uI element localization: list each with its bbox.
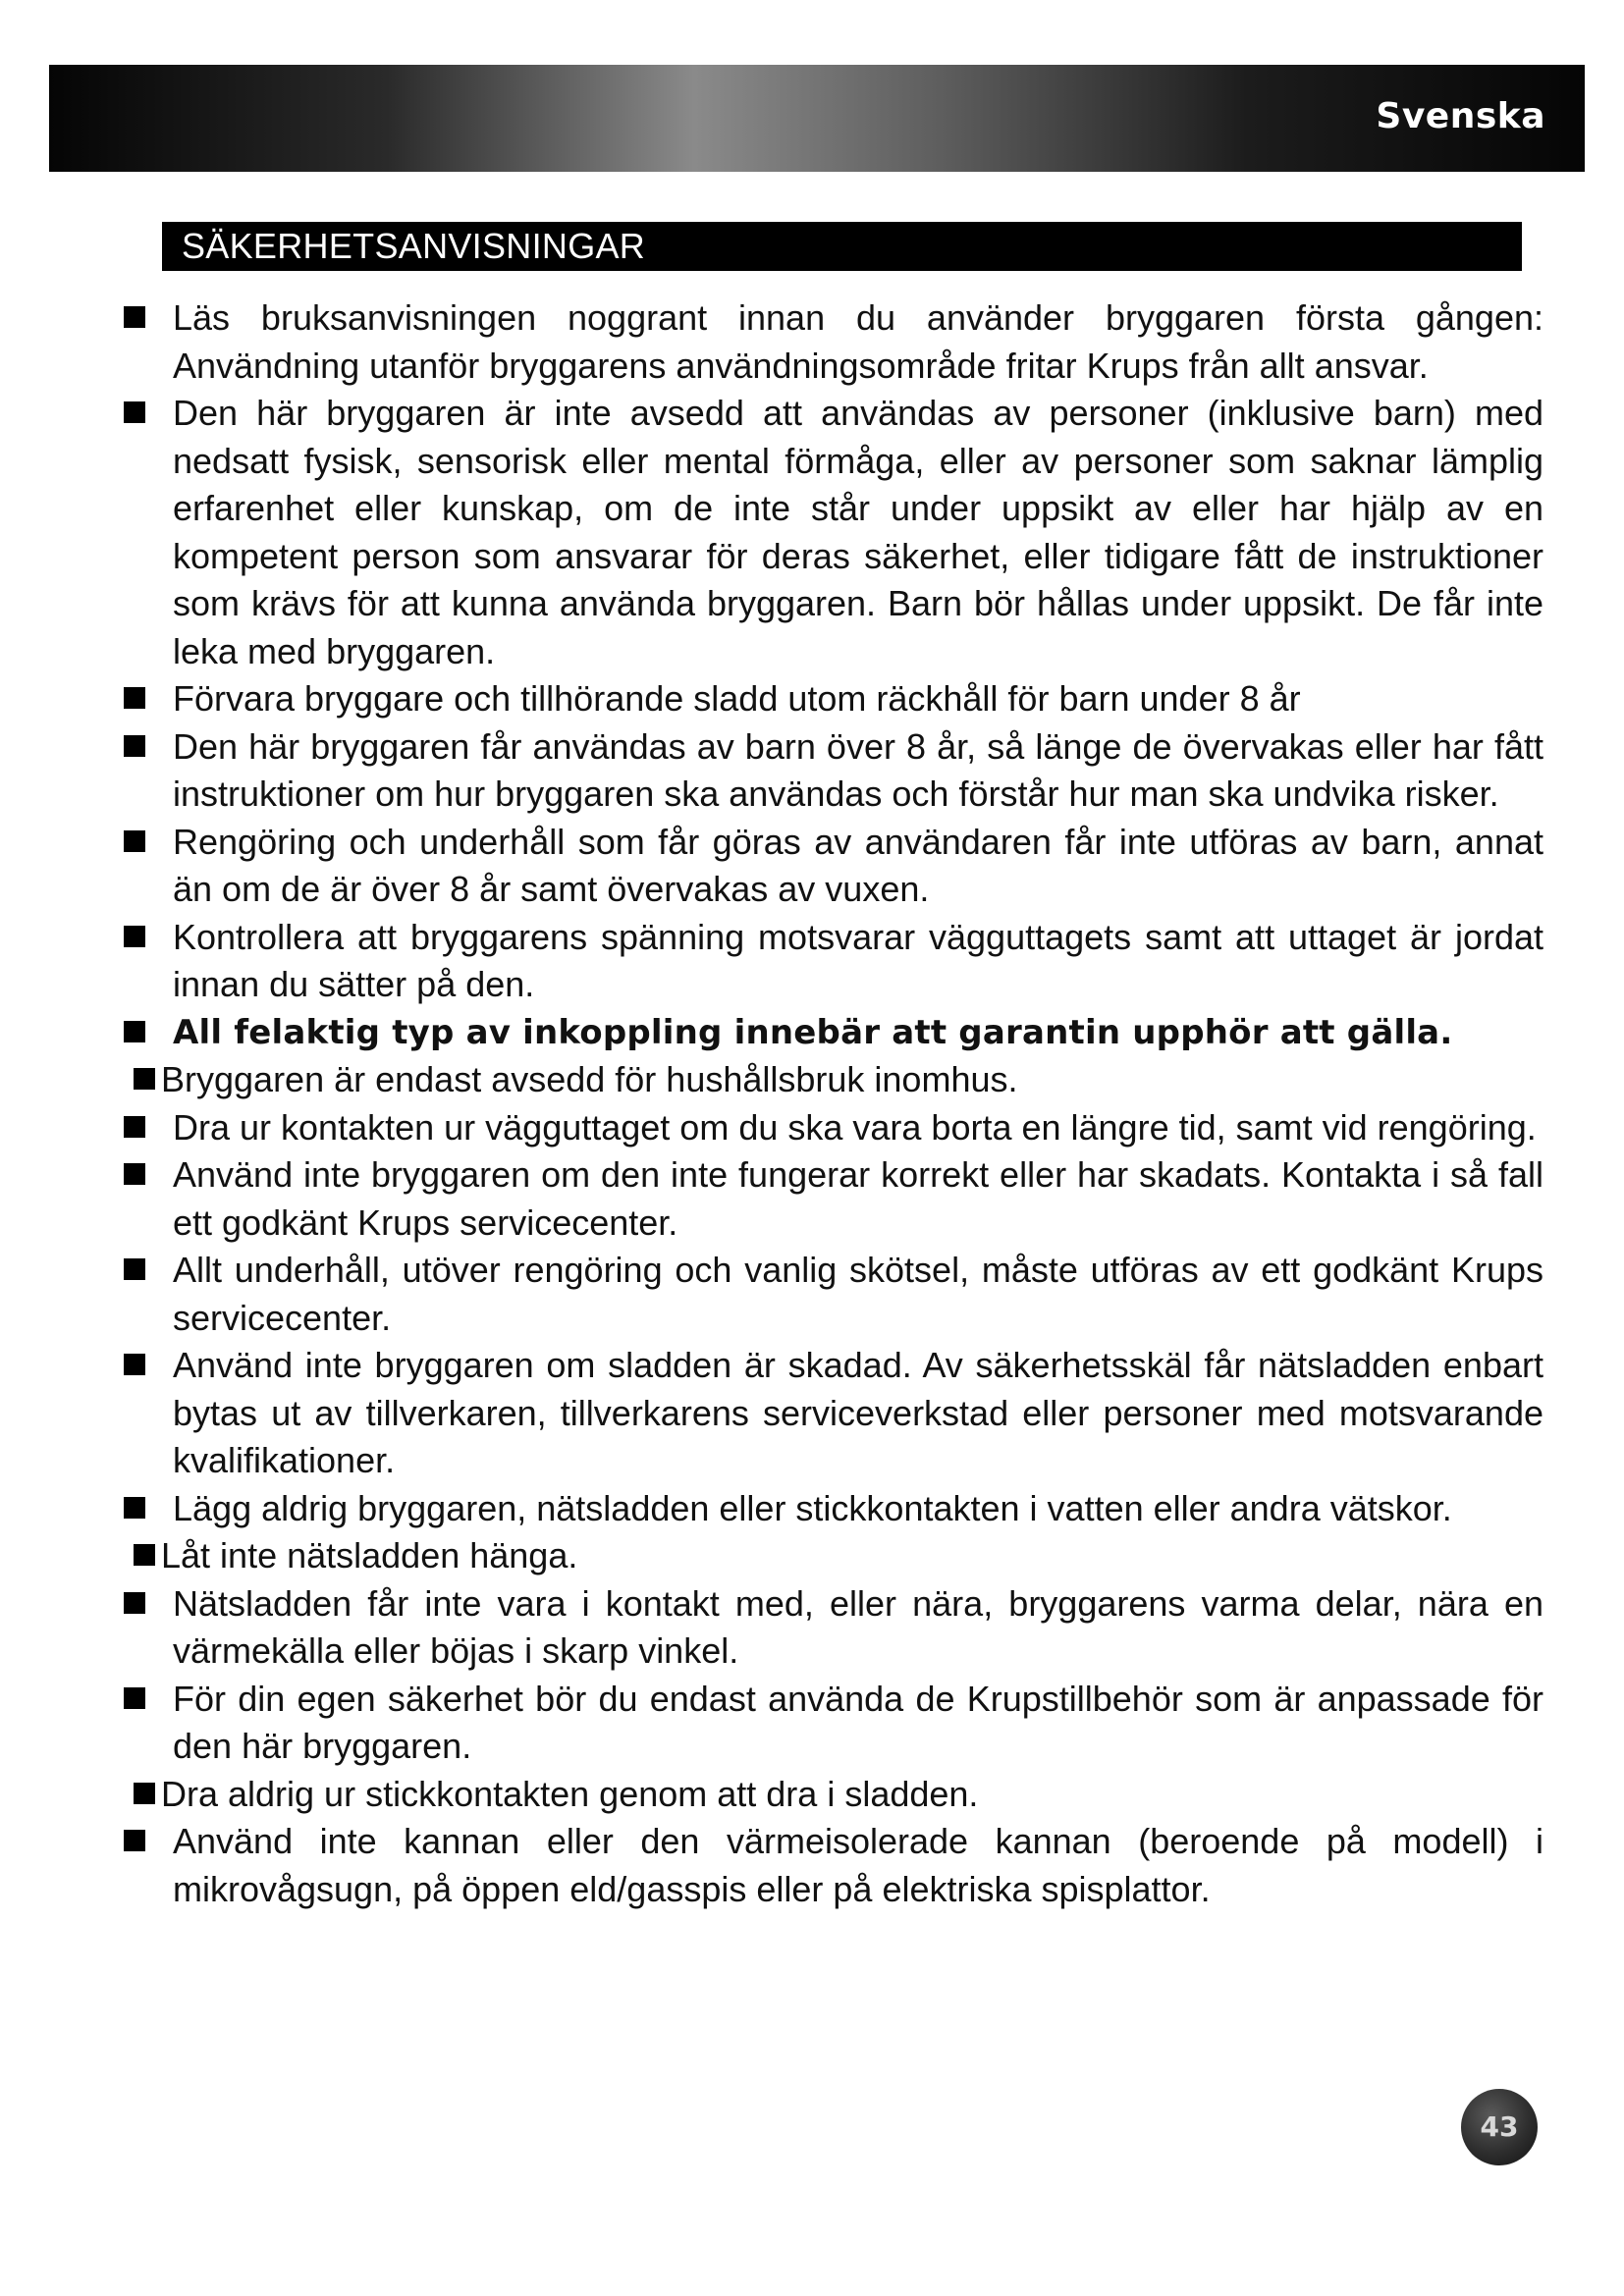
square-bullet-icon — [124, 687, 145, 709]
list-item: Nätsladden får inte vara i kontakt med, eller nära, bryggarens varma delar, nära en värmekälla eller böjas i skarp vinkel. — [120, 1580, 1543, 1676]
square-bullet-icon — [124, 1687, 145, 1709]
square-bullet-icon — [134, 1783, 155, 1804]
safety-list — [120, 294, 1543, 1913]
page-number-badge: 43 — [1461, 2089, 1538, 2165]
list-item: Lägg aldrig bryggaren, nätsladden eller stickkontakten i vatten eller andra vätskor. — [120, 1485, 1543, 1533]
square-bullet-icon — [124, 1021, 145, 1042]
list-item: Kontrollera att bryggarens spänning motsvarar vägguttagets samt att uttaget är jordat innan du sätter på den. — [120, 914, 1543, 1009]
list-item: Låt inte nätsladden hänga. — [120, 1532, 1543, 1580]
square-bullet-icon — [124, 401, 145, 423]
list-item: Den här bryggaren är inte avsedd att användas av personer (inklusive barn) med nedsatt fysisk, sensorisk eller mental förmåga, eller av personer som saknar lämplig erfarenhet eller kunskap, om de inte står under uppsikt av eller har hjälp av en kompetent person som ansvarar för deras säkerhet, eller tidigare fått de instruktioner som krävs för att kunna använda bryggaren. Barn bör hållas under uppsikt. De får inte leka med bryggaren. — [120, 390, 1543, 675]
header-band — [49, 65, 1585, 172]
list-item: Använd inte bryggaren om sladden är skadad. Av säkerhetsskäl får nätsladden enbart bytas ut av tillverkaren, tillverkarens serviceverkstad eller personer med motsvarande kvalifikationer. — [120, 1342, 1543, 1485]
list-item: För din egen säkerhet bör du endast använda de Krupstillbehör som är anpassade för den här bryggaren. — [120, 1676, 1543, 1771]
list-item: Den här bryggaren får användas av barn över 8 år, så länge de övervakas eller har fått instruktioner om hur bryggaren ska användas och förstår hur man ska undvika risker. — [120, 723, 1543, 819]
square-bullet-icon — [124, 830, 145, 852]
list-item: Allt underhåll, utöver rengöring och vanlig skötsel, måste utföras av ett godkänt Krups servicecenter. — [120, 1247, 1543, 1342]
square-bullet-icon — [134, 1068, 155, 1090]
language-label: Svenska — [1376, 96, 1545, 136]
list-item: Läs bruksanvisningen noggrant innan du använder bryggaren första gången: Användning utanför bryggarens användningsområde fritar Krups från allt ansvar. — [120, 294, 1543, 390]
list-item: Bryggaren är endast avsedd för hushållsbruk inomhus. — [120, 1056, 1543, 1104]
list-item: Förvara bryggare och tillhörande sladd utom räckhåll för barn under 8 år — [120, 675, 1543, 723]
list-item: Använd inte bryggaren om den inte fungerar korrekt eller har skadats. Kontakta i så fall ett godkänt Krups servicecenter. — [120, 1151, 1543, 1247]
square-bullet-icon — [124, 735, 145, 757]
square-bullet-icon — [124, 1163, 145, 1185]
square-bullet-icon — [124, 926, 145, 947]
square-bullet-icon — [124, 1354, 145, 1375]
square-bullet-icon — [124, 1830, 145, 1851]
list-item: Dra ur kontakten ur vägguttaget om du ska vara borta en längre tid, samt vid rengöring. — [120, 1104, 1543, 1152]
square-bullet-icon — [124, 306, 145, 328]
list-item: Använd inte kannan eller den värmeisolerade kannan (beroende på modell) i mikrovågsugn, på öppen eld/gasspis eller på elektriska spisplattor. — [120, 1818, 1543, 1913]
square-bullet-icon — [124, 1592, 145, 1614]
list-item: Rengöring och underhåll som får göras av användaren får inte utföras av barn, annat än om de är över 8 år samt övervakas av vuxen. — [120, 819, 1543, 914]
square-bullet-icon — [124, 1258, 145, 1280]
list-item-warranty-warning: All felaktig typ av inkoppling innebär att garantin upphör att gälla. — [120, 1009, 1543, 1057]
square-bullet-icon — [124, 1116, 145, 1138]
section-title: SÄKERHETSANVISNINGAR — [162, 222, 1522, 271]
square-bullet-icon — [124, 1497, 145, 1519]
list-item: Dra aldrig ur stickkontakten genom att dra i sladden. — [120, 1771, 1543, 1819]
square-bullet-icon — [134, 1544, 155, 1566]
